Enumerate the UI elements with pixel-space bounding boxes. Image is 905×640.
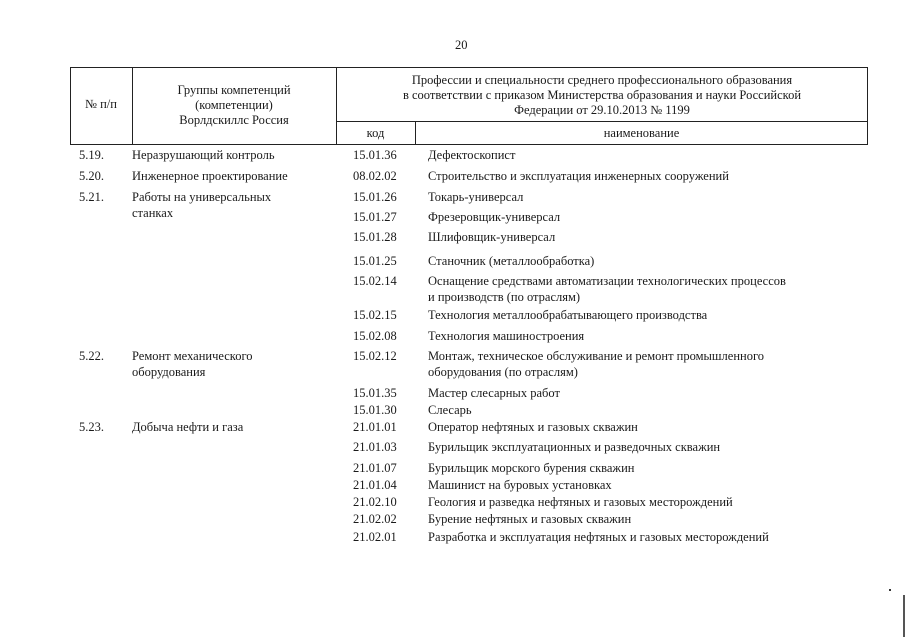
header-code: код: [366, 126, 385, 140]
row-name-line: Дефектоскопист: [428, 148, 516, 162]
scan-speck: [889, 589, 891, 591]
row-code: 15.02.08: [353, 329, 397, 343]
row-name-line: Геология и разведка нефтяных и газовых месторождений: [428, 495, 733, 509]
header-groups: [132, 83, 336, 128]
row-group: [132, 348, 332, 380]
row-name: [428, 209, 868, 225]
row-name-line: Слесарь: [428, 403, 472, 417]
row-group-line: Ремонт механического: [132, 349, 253, 363]
row-name: [428, 439, 868, 455]
row-name-line: Бурильщик морского бурения скважин: [428, 461, 635, 475]
header-groups-line: Группы компетенций: [177, 83, 291, 97]
header-professions-line: в соответствии с приказом Министерства образования и науки Российской: [402, 88, 802, 102]
row-code: 15.02.15: [353, 308, 397, 322]
row-group-line: Работы на универсальных: [132, 190, 272, 204]
row-code: 15.01.36: [353, 148, 397, 162]
row-name-line: Бурение нефтяных и газовых скважин: [428, 512, 632, 526]
row-code: 21.01.01: [353, 420, 397, 434]
row-name: [428, 419, 868, 435]
row-name-line: Мастер слесарных работ: [428, 386, 560, 400]
row-name-line: Разработка и эксплуатация нефтяных и газовых месторождений: [428, 530, 769, 544]
header-groups-line: Ворлдскиллс Россия: [179, 113, 289, 127]
row-name: [428, 147, 868, 163]
row-code: 21.02.01: [353, 530, 397, 544]
row-code: 21.02.02: [353, 512, 397, 526]
row-name-line: Фрезеровщик-универсал: [428, 210, 561, 224]
row-group-line: станках: [132, 206, 174, 220]
row-code: 21.01.07: [353, 461, 397, 475]
row-num: 5.20.: [79, 169, 104, 183]
header-num: № п/п: [85, 97, 117, 111]
header-professions-line: Федерации от 29.10.2013 № 1199: [514, 103, 690, 117]
page-number: 20: [455, 38, 468, 52]
row-name-line: Машинист на буровых установках: [428, 478, 612, 492]
row-code: 21.02.10: [353, 495, 397, 509]
row-name: [428, 402, 868, 418]
header-professions: [336, 73, 868, 118]
row-code: 15.01.28: [353, 230, 397, 244]
row-code: 15.01.35: [353, 386, 397, 400]
row-name-line: Технология металлообрабатывающего производства: [428, 308, 708, 322]
row-code: 21.01.03: [353, 440, 397, 454]
row-name: [428, 494, 868, 510]
row-name-line: Шлифовщик-универсал: [428, 230, 556, 244]
row-name-line: Станочник (металлообработка): [428, 254, 595, 268]
row-num: 5.19.: [79, 148, 104, 162]
row-name: [428, 529, 868, 545]
row-name-line: Бурильщик эксплуатационных и разведочных скважин: [428, 440, 721, 454]
row-name: [428, 511, 868, 527]
row-name: [428, 168, 868, 184]
row-code: 15.01.26: [353, 190, 397, 204]
row-name: [428, 348, 868, 380]
row-group: [132, 168, 332, 184]
row-group-line: оборудования: [132, 365, 206, 379]
row-group-line: Добыча нефти и газа: [132, 420, 244, 434]
row-name-line: Строительство и эксплуатация инженерных сооружений: [428, 169, 729, 183]
row-group-line: Неразрушающий контроль: [132, 148, 275, 162]
row-code: 08.02.02: [353, 169, 397, 183]
row-code: 15.01.27: [353, 210, 397, 224]
row-code: 15.01.30: [353, 403, 397, 417]
row-name: [428, 253, 868, 269]
row-name-line: Технология машиностроения: [428, 329, 585, 343]
row-name-line: Монтаж, техническое обслуживание и ремонт промышленного: [428, 349, 765, 363]
row-name: [428, 477, 868, 493]
row-name-line: и производств (по отраслям): [428, 290, 581, 304]
row-group: [132, 147, 332, 163]
row-name: [428, 460, 868, 476]
row-name: [428, 229, 868, 245]
row-name: [428, 273, 868, 305]
row-code: 15.02.12: [353, 349, 397, 363]
row-group-line: Инженерное проектирование: [132, 169, 288, 183]
row-num: 5.21.: [79, 190, 104, 204]
header-groups-line: (компетенции): [195, 98, 273, 112]
row-code: 15.01.25: [353, 254, 397, 268]
row-code: 21.01.04: [353, 478, 397, 492]
row-name: [428, 328, 868, 344]
row-group: [132, 189, 332, 221]
row-num: 5.22.: [79, 349, 104, 363]
row-name: [428, 189, 868, 205]
row-name-line: Токарь-универсал: [428, 190, 524, 204]
row-name-line: Оператор нефтяных и газовых скважин: [428, 420, 638, 434]
row-name-line: Оснащение средствами автоматизации технологических процессов: [428, 274, 786, 288]
row-name: [428, 307, 868, 323]
row-name-line: оборудования (по отраслям): [428, 365, 578, 379]
row-code: 15.02.14: [353, 274, 397, 288]
header-professions-line: Профессии и специальности среднего профессионального образования: [411, 73, 793, 87]
row-name: [428, 385, 868, 401]
row-num: 5.23.: [79, 420, 104, 434]
row-group: [132, 419, 332, 435]
header-divider: [336, 121, 868, 122]
header-name: наименование: [603, 126, 680, 140]
